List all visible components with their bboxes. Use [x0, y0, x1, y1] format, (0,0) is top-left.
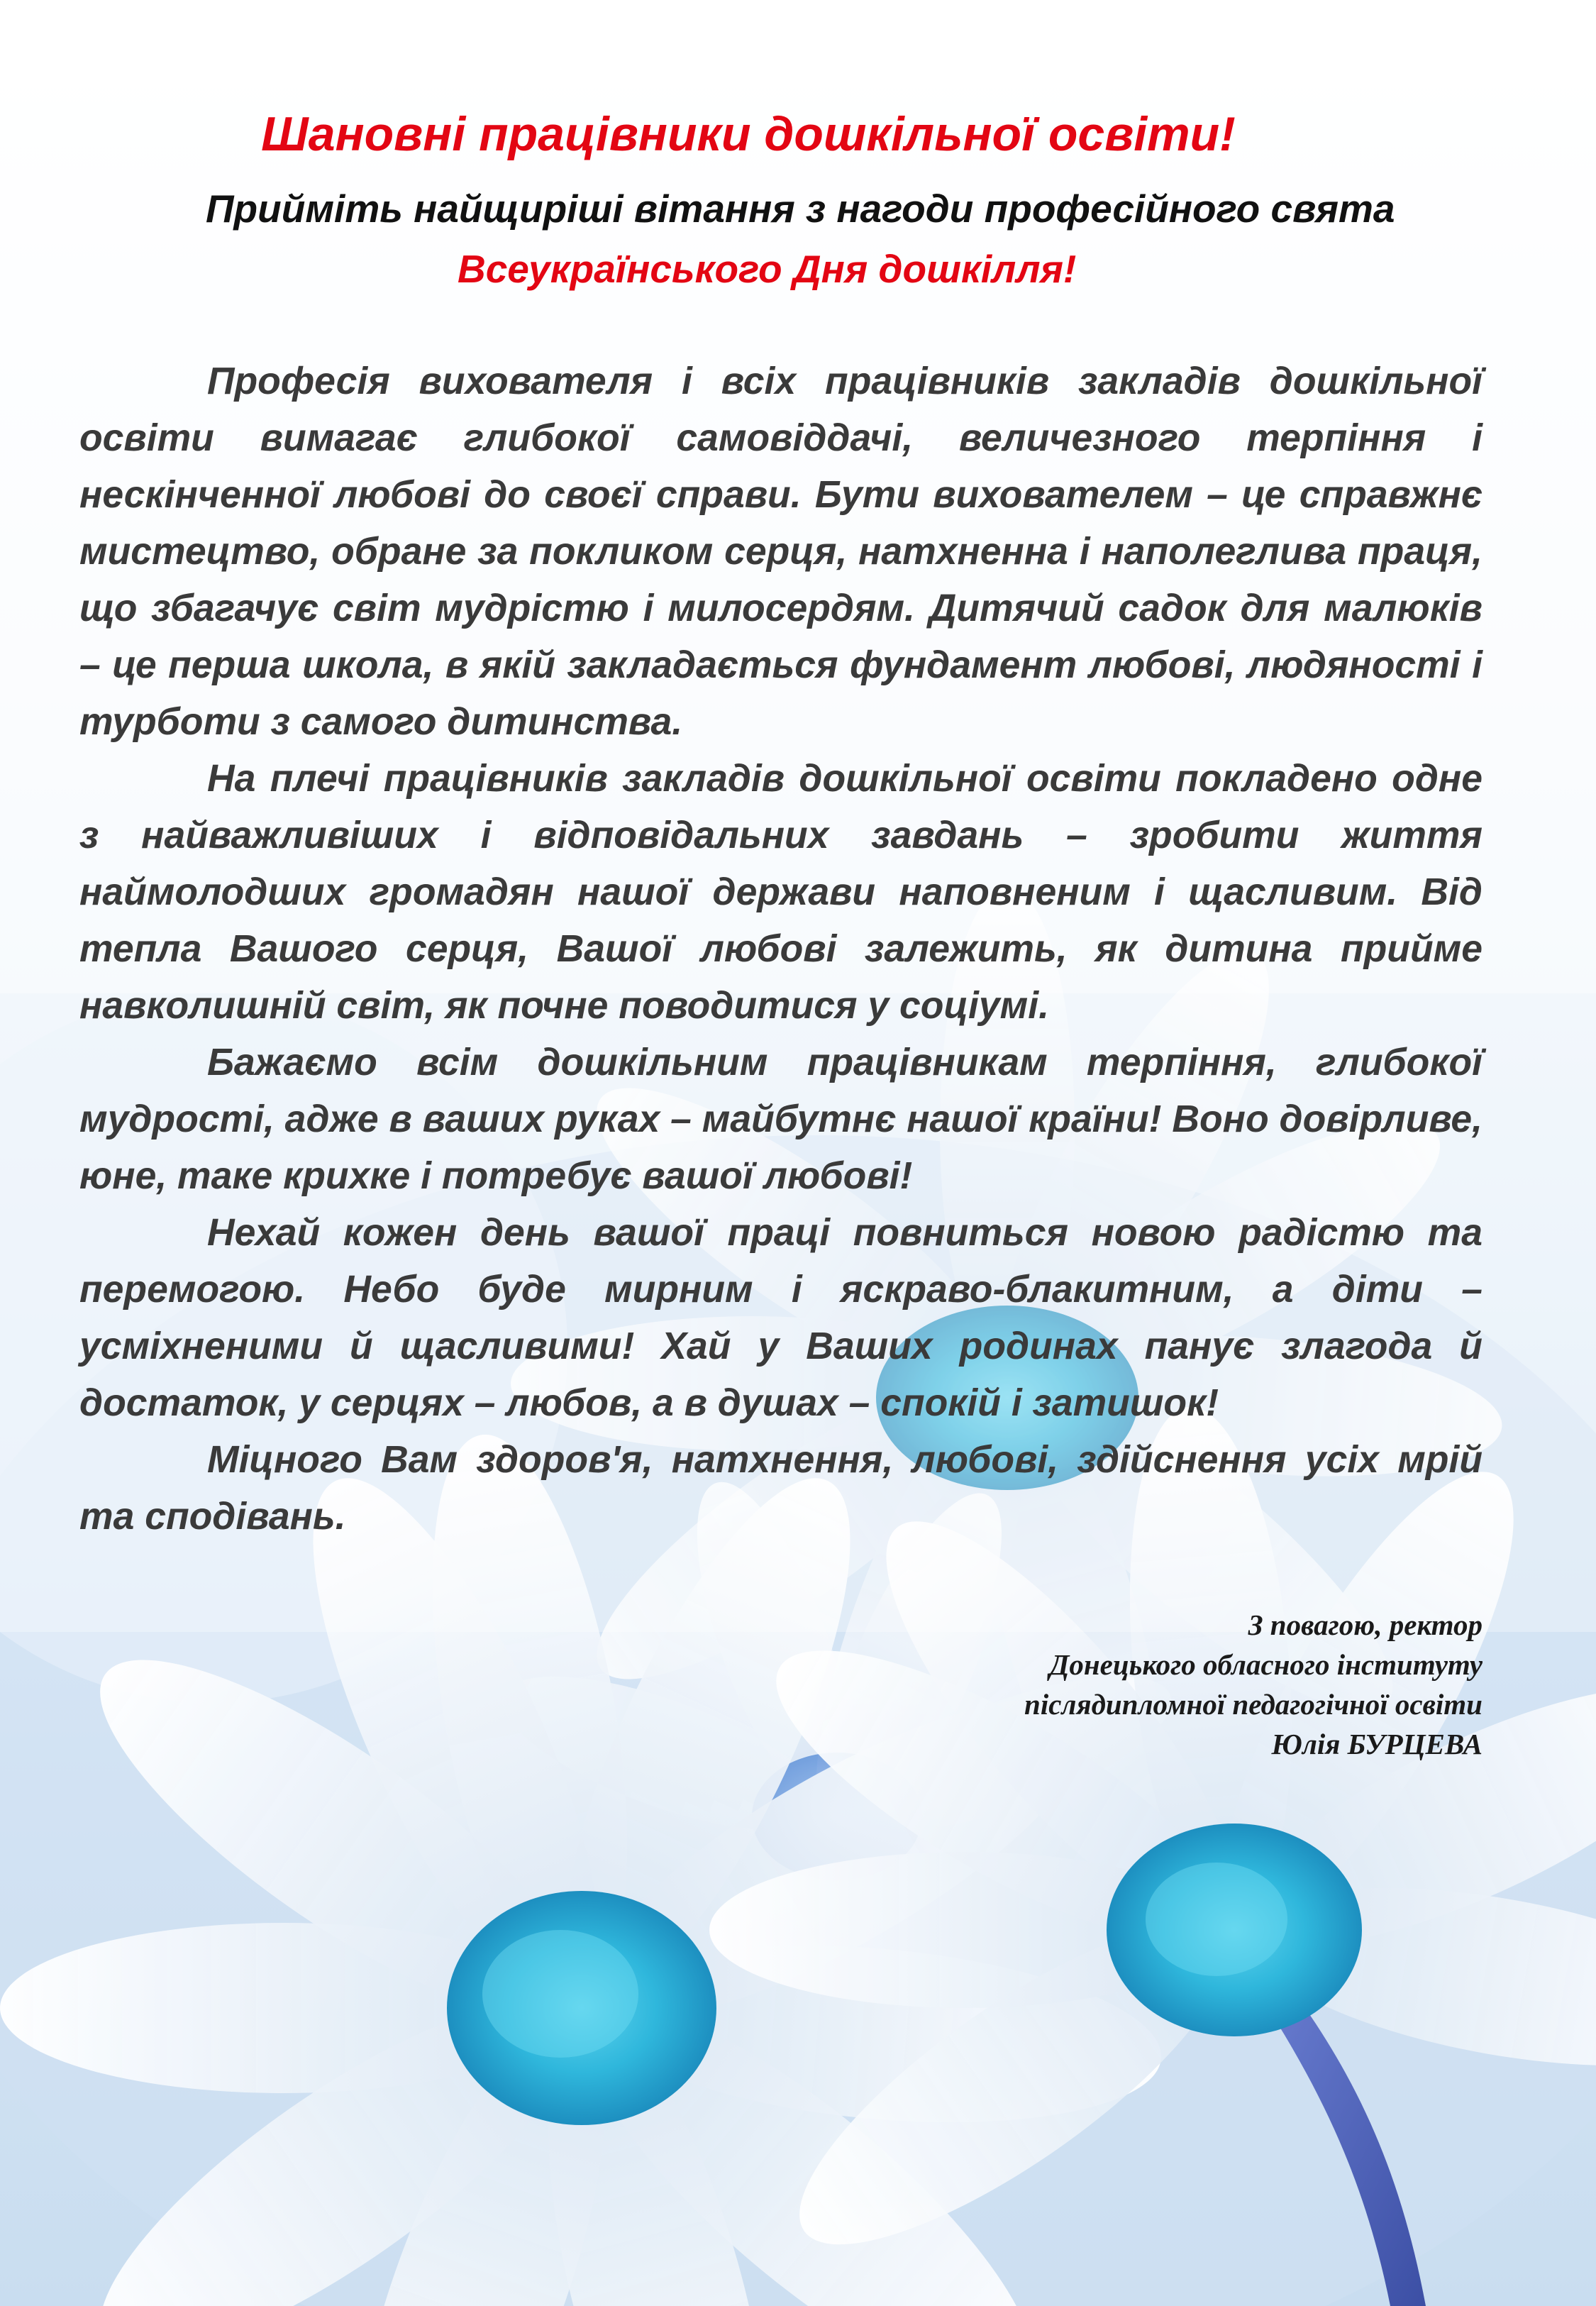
greeting-line-1: Прийміть найщиріші вітання з нагоди професійного свята	[206, 187, 1395, 231]
letter-title: Шановні працівники дошкільної освіти!	[261, 107, 1236, 161]
signature-institution: Донецького обласного інституту	[1049, 1648, 1483, 1681]
greeting-line-2: Всеукраїнського Дня дошкілля!	[458, 247, 1077, 291]
body-paragraph: Професія вихователя і всіх працівників закладів дошкільної освіти вимагає глибокої самовіддачі, величезного терпіння і нескінченної любові до своєї справи. Бути вихователем – це справжнє мистецтво, обране за покликом серця, натхненна і наполеглива праця, що збагачує світ мудрістю і милосердям. Дитячий садок для малюків – це перша школа, в якій закладається фундамент любові, людяності і турботи з самого дитинства.	[79, 360, 1483, 743]
body-paragraph: Нехай кожен день вашої праці повниться новою радістю та перемогою. Небо буде мирним і яскраво-блакитним, а діти – усміхненими й щасливими! Хай у Ваших родинах панує злагода й достаток, у серцях – любов, а в душах – спокій і затишок!	[79, 1212, 1483, 1424]
signature-name: Юлія БУРЦЕВА	[1271, 1728, 1483, 1760]
signature-institution-cont: післядипломної педагогічної освіти	[1024, 1688, 1483, 1721]
signature-regards: З повагою, ректор	[1248, 1609, 1483, 1641]
body-paragraph: Бажаємо всім дошкільним працівникам терпіння, глибокої мудрості, адже в ваших руках – майбутнє нашої країни! Воно довірливе, юне, таке крихке і потребує вашої любові!	[79, 1042, 1483, 1197]
body-paragraph: На плечі працівників закладів дошкільної освіти покладено одне з найважливіших і відповідальних завдань – зробити життя наймолодших громадян нашої держави наповненим і щасливим. Від тепла Вашого серця, Вашої любові залежить, як дитина прийме навколишній світ, як почне поводитися у соціумі.	[79, 758, 1483, 1027]
body-paragraph: Міцного Вам здоров'я, натхнення, любові, здійснення усіх мрій та сподівань.	[79, 1439, 1483, 1538]
letter-body	[79, 353, 1483, 1545]
signature-block	[1024, 1605, 1483, 1764]
